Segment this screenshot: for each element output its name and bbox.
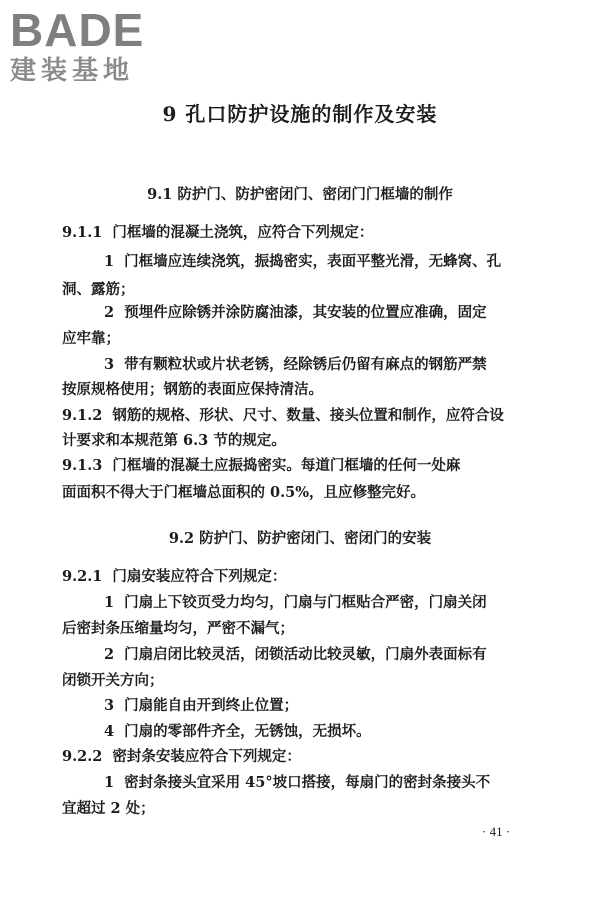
list-item [104,696,298,716]
continuation-line: 闭锁开关方向； [62,672,164,689]
item-number: 1 [104,253,115,270]
clause-number: 9.2.2 [62,748,103,765]
clause-9-2-2 [62,747,301,767]
clause-number: 9.1.1 [62,224,103,241]
continuation-line: 按原规格使用；钢筋的表面应保持清洁。 [62,381,323,398]
clause-text: 密封条安装应符合下列规定： [112,748,301,765]
continuation-line: 宜超过 2 处； [62,800,155,817]
item-number: 3 [104,356,115,373]
item-text: 门扇能自由开到终止位置； [124,697,299,714]
clause-text: 钢筋的规格、形状、尺寸、数量、接头位置和制作，应符合设 [112,407,504,424]
clause-9-2-1 [62,567,286,587]
clause-9-1-2 [62,406,504,426]
item-text: 密封条接头宜采用 45°坡口搭接，每扇门的密封条接头不 [124,774,491,791]
item-number: 2 [104,646,115,663]
clause-text: 门扇安装应符合下列规定： [112,568,287,585]
clause-9-1-3 [62,456,460,476]
clause-9-1-1 [62,223,373,243]
clause-text: 门框墙的混凝土应振捣密实。每道门框墙的任何一处麻 [112,457,461,474]
continuation-line: 面面积不得大于门框墙总面积的 0.5%，且应修整完好。 [62,484,426,501]
section-title-9-2: 9.2 防护门、防护密闭门、密闭门的安装 [168,530,432,547]
continuation-line: 后密封条压缩量均匀，严密不漏气； [62,620,294,637]
logo-brand-text: BADE [10,4,145,56]
list-item [104,252,501,272]
item-number: 3 [104,697,115,714]
clause-number: 9.1.3 [62,457,103,474]
list-item [104,773,490,793]
item-number: 1 [104,594,115,611]
item-text: 门扇上下铰页受力均匀，门扇与门框贴合严密，门扇关闭 [124,594,487,611]
page-number: · 41 · [482,824,511,839]
list-item [104,645,487,665]
list-item [104,722,371,742]
continuation-line: 计要求和本规范第 6.3 节的规定。 [62,432,286,449]
clause-text: 门框墙的混凝土浇筑，应符合下列规定： [112,224,374,241]
chapter-title: 9 孔口防护设施的制作及安装 [162,102,438,126]
item-number: 2 [104,304,115,321]
logo-subtitle: 建装基地 [10,56,135,86]
item-text: 门扇的零部件齐全，无锈蚀，无损坏。 [124,723,371,740]
list-item [104,593,487,613]
item-number: 1 [104,774,115,791]
list-item [104,303,487,323]
item-text: 带有颗粒状或片状老锈，经除锈后仍留有麻点的钢筋严禁 [124,356,487,373]
clause-number: 9.1.2 [62,407,103,424]
brand-logo [10,6,180,86]
item-text: 门扇启闭比较灵活，闭锁活动比较灵敏，门扇外表面标有 [124,646,487,663]
item-number: 4 [104,723,115,740]
item-text: 门框墙应连续浇筑，振捣密实，表面平整光滑，无蜂窝、孔 [124,253,502,270]
continuation-line: 洞、露筋； [62,281,135,298]
list-item [104,355,487,375]
clause-number: 9.2.1 [62,568,103,585]
section-title-9-1: 9.1 防护门、防护密闭门、密闭门门框墙的制作 [147,186,453,203]
continuation-line: 应牢靠； [62,330,120,347]
item-text: 预埋件应除锈并涂防腐油漆，其安装的位置应准确，固定 [124,304,487,321]
